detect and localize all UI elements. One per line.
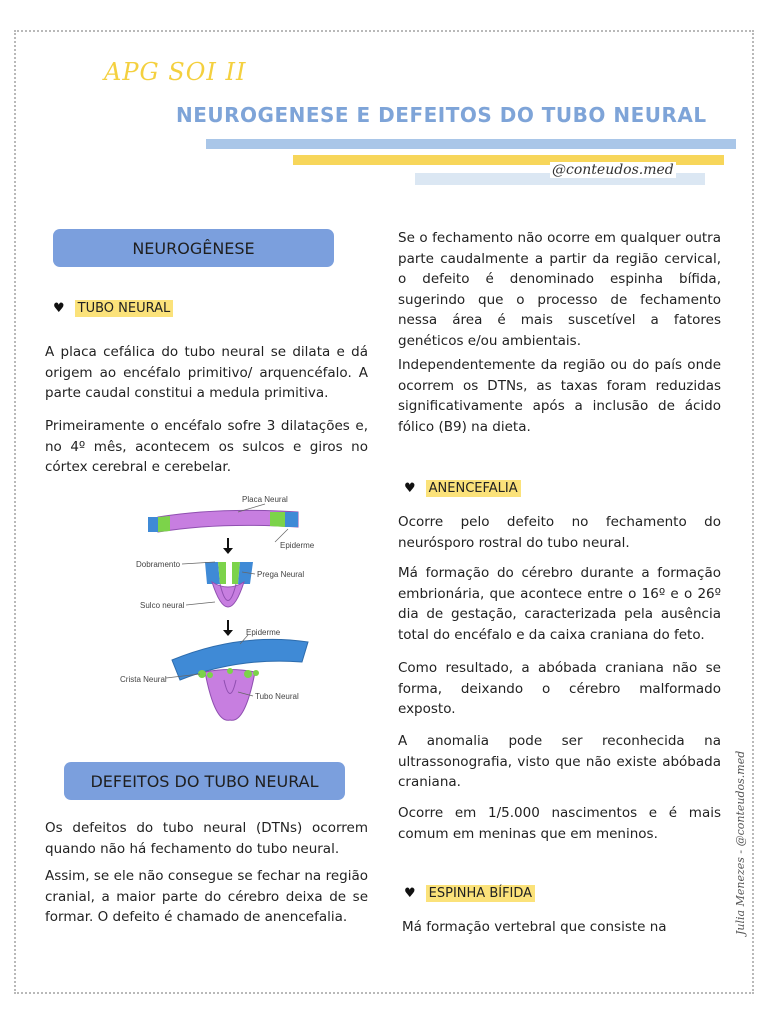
paragraph: Independentemente da região ou do país onde ocorrem os DTNs, as taxas foram reduzidas significativamente após a inclusão de ácido fólico (B9) na dieta. bbox=[398, 357, 721, 435]
paragraph: Como resultado, a abóbada craniana não se forma, deixando o cérebro malformado exposto. bbox=[398, 660, 721, 717]
paragraph: Má formação vertebral que consiste na bbox=[402, 919, 667, 935]
social-handle: @conteudos.med bbox=[552, 162, 674, 178]
subheading-label: ESPINHA BÍFIDA bbox=[426, 885, 535, 902]
subheading-label: TUBO NEURAL bbox=[75, 300, 174, 317]
label-prega-neural: Prega Neural bbox=[257, 570, 305, 579]
section-title: DEFEITOS DO TUBO NEURAL bbox=[90, 771, 319, 791]
paragraph: Ocorre pelo defeito no fechamento do neurósporo rostral do tubo neural. bbox=[398, 514, 721, 551]
subheading-espinha-bifida bbox=[404, 885, 535, 902]
label-tubo-neural: Tubo Neural bbox=[255, 692, 299, 701]
neural-tube-figure bbox=[120, 492, 360, 722]
heart-icon: ♥ bbox=[404, 481, 416, 496]
subheading-label: ANENCEFALIA bbox=[426, 480, 521, 497]
label-epiderme-1: Epiderme bbox=[280, 541, 315, 550]
paragraph: Os defeitos do tubo neural (DTNs) ocorrem quando não há fechamento do tubo neural. bbox=[45, 820, 368, 857]
label-sulco-neural: Sulco neural bbox=[140, 601, 185, 610]
paragraph: Assim, se ele não consegue se fechar na região cranial, a maior parte do cérebro deixa de se formar. O defeito é chamado de anencefalia. bbox=[45, 868, 368, 925]
section-defeitos bbox=[64, 762, 345, 800]
section-neurogenese bbox=[53, 229, 334, 267]
paragraph: A anomalia pode ser reconhecida na ultrassonografia, visto que não existe abóbada craniana. bbox=[398, 733, 721, 790]
label-epiderme-2: Epiderme bbox=[246, 628, 281, 637]
paragraph: Se o fechamento não ocorre em qualquer outra parte caudalmente a partir da região cervical, o defeito é denominado espinha bífida, sugerindo que o processo de fechamento nessa área é mais suscetível a fatores genéticos e/ou ambientais. bbox=[398, 230, 721, 349]
subheading-tubo-neural bbox=[53, 300, 173, 317]
page-title: NEUROGENESE E DEFEITOS DO TUBO NEURAL bbox=[176, 103, 707, 127]
paragraph: Primeiramente o encéfalo sofre 3 dilatações e, no 4º mês, acontecem os sulcos e giros no córtex cerebral e cerebelar. bbox=[45, 418, 368, 475]
heart-icon: ♥ bbox=[404, 886, 416, 901]
paragraph: Má formação do cérebro durante a formação embrionária, que acontece entre o 16º e o 26º dia de gestação, caracterizada pela ausência total do encéfalo e da caixa craniana do feto. bbox=[398, 565, 721, 643]
paragraph: Ocorre em 1/5.000 nascimentos e é mais comum em meninas que em meninos. bbox=[398, 805, 721, 842]
heart-icon: ♥ bbox=[53, 301, 65, 316]
decor-bar-blue bbox=[206, 139, 736, 149]
label-dobramento: Dobramento bbox=[136, 560, 181, 569]
subheading-anencefalia bbox=[404, 480, 521, 497]
label-placa-neural: Placa Neural bbox=[242, 495, 288, 504]
paragraph: A placa cefálica do tubo neural se dilata e dá origem ao encéfalo primitivo/ arquencéfalo. A parte caudal constitui a medula primitiva. bbox=[45, 344, 368, 401]
author-signature: Julia Menezes - @conteudos.med bbox=[734, 750, 747, 935]
label-crista-neural: Crista Neural bbox=[120, 675, 167, 684]
apg-label: APG SOI II bbox=[104, 58, 247, 86]
section-title: NEUROGÊNESE bbox=[132, 238, 255, 258]
